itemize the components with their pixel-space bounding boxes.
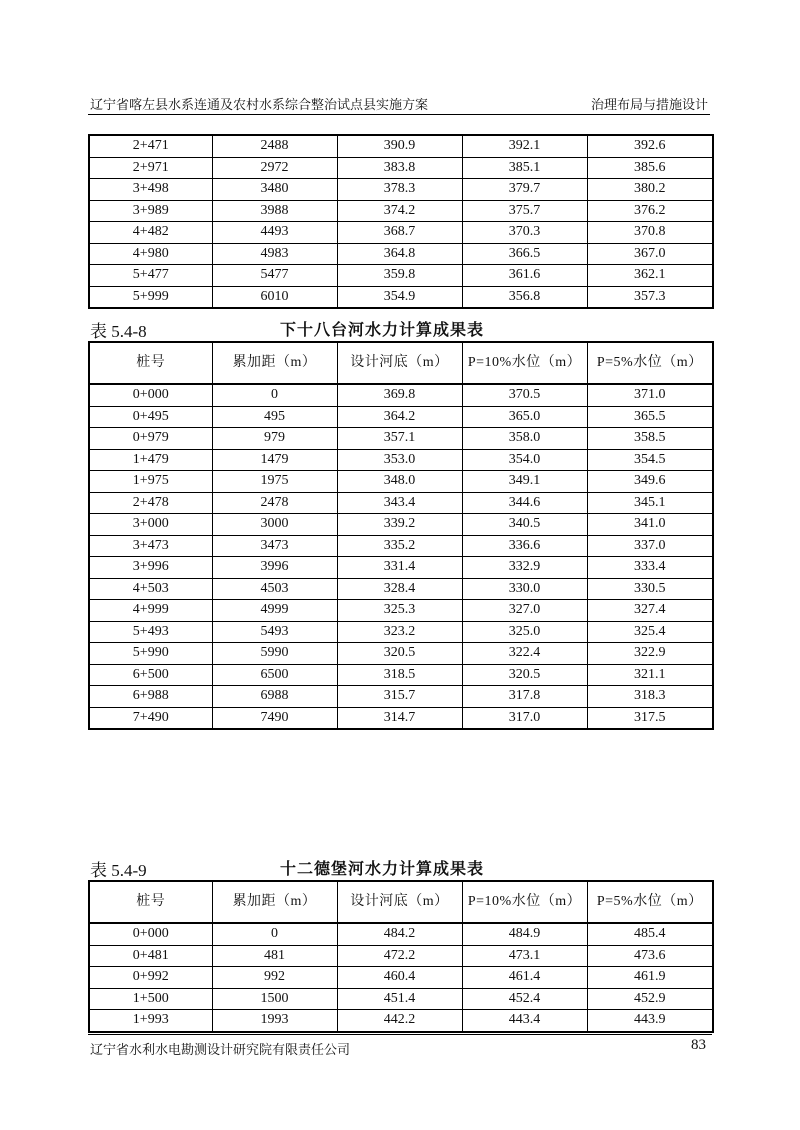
col-header-p10-level: P=10%水位（m） bbox=[462, 881, 587, 923]
cell-cumulative-distance: 2972 bbox=[212, 157, 337, 179]
cell-p5-level: 358.5 bbox=[587, 428, 713, 450]
cell-design-bed: 354.9 bbox=[337, 286, 462, 308]
cell-cumulative-distance: 4999 bbox=[212, 600, 337, 622]
cell-design-bed: 328.4 bbox=[337, 578, 462, 600]
cell-p10-level: 336.6 bbox=[462, 535, 587, 557]
page-footer bbox=[88, 1034, 712, 1055]
cell-p5-level: 333.4 bbox=[587, 557, 713, 579]
table-header-row bbox=[89, 881, 713, 923]
cell-p10-level: 354.0 bbox=[462, 449, 587, 471]
table-continued bbox=[88, 134, 714, 309]
cell-station: 4+980 bbox=[89, 243, 212, 265]
cell-cumulative-distance: 3996 bbox=[212, 557, 337, 579]
table-row bbox=[89, 707, 713, 729]
cell-p10-level: 370.5 bbox=[462, 384, 587, 406]
cell-cumulative-distance: 4983 bbox=[212, 243, 337, 265]
cell-design-bed: 460.4 bbox=[337, 967, 462, 989]
cell-p5-level: 370.8 bbox=[587, 222, 713, 244]
cell-cumulative-distance: 6500 bbox=[212, 664, 337, 686]
table-row bbox=[89, 535, 713, 557]
cell-p10-level: 330.0 bbox=[462, 578, 587, 600]
table-row bbox=[89, 428, 713, 450]
cell-p5-level: 317.5 bbox=[587, 707, 713, 729]
table-row bbox=[89, 514, 713, 536]
cell-cumulative-distance: 3988 bbox=[212, 200, 337, 222]
cell-station: 4+999 bbox=[89, 600, 212, 622]
table-row bbox=[89, 923, 713, 945]
cell-p5-level: 349.6 bbox=[587, 471, 713, 493]
col-header-cumulative-distance: 累加距（m） bbox=[212, 342, 337, 384]
table-row bbox=[89, 179, 713, 201]
cell-p10-level: 452.4 bbox=[462, 988, 587, 1010]
cell-p10-level: 385.1 bbox=[462, 157, 587, 179]
cell-station: 1+500 bbox=[89, 988, 212, 1010]
cell-p5-level: 392.6 bbox=[587, 135, 713, 157]
cell-design-bed: 390.9 bbox=[337, 135, 462, 157]
cell-cumulative-distance: 992 bbox=[212, 967, 337, 989]
cell-p10-level: 461.4 bbox=[462, 967, 587, 989]
table-row bbox=[89, 384, 713, 406]
cell-design-bed: 335.2 bbox=[337, 535, 462, 557]
page-number: 83 bbox=[691, 1037, 706, 1053]
cell-station: 3+996 bbox=[89, 557, 212, 579]
table-number: 表 5.4-9 bbox=[90, 861, 147, 880]
cell-station: 2+471 bbox=[89, 135, 212, 157]
table-5-4-8 bbox=[88, 341, 714, 730]
cell-station: 4+503 bbox=[89, 578, 212, 600]
cell-p10-level: 375.7 bbox=[462, 200, 587, 222]
cell-p5-level: 485.4 bbox=[587, 923, 713, 945]
table-row bbox=[89, 945, 713, 967]
cell-p10-level: 325.0 bbox=[462, 621, 587, 643]
cell-station: 3+498 bbox=[89, 179, 212, 201]
cell-station: 7+490 bbox=[89, 707, 212, 729]
header-chapter-title: 治理布局与措施设计 bbox=[590, 97, 708, 112]
cell-cumulative-distance: 1993 bbox=[212, 1010, 337, 1032]
cell-design-bed: 320.5 bbox=[337, 643, 462, 665]
table-title: 十二德堡河水力计算成果表 bbox=[280, 859, 485, 878]
cell-station: 1+479 bbox=[89, 449, 212, 471]
table-row bbox=[89, 471, 713, 493]
cell-p5-level: 330.5 bbox=[587, 578, 713, 600]
cell-p5-level: 357.3 bbox=[587, 286, 713, 308]
cell-p5-level: 337.0 bbox=[587, 535, 713, 557]
cell-cumulative-distance: 1975 bbox=[212, 471, 337, 493]
cell-cumulative-distance: 481 bbox=[212, 945, 337, 967]
cell-station: 0+000 bbox=[89, 923, 212, 945]
cell-p10-level: 366.5 bbox=[462, 243, 587, 265]
cell-design-bed: 374.2 bbox=[337, 200, 462, 222]
cell-station: 3+989 bbox=[89, 200, 212, 222]
cell-station: 1+975 bbox=[89, 471, 212, 493]
cell-station: 5+477 bbox=[89, 265, 212, 287]
table-row bbox=[89, 967, 713, 989]
cell-p10-level: 344.6 bbox=[462, 492, 587, 514]
cell-station: 5+999 bbox=[89, 286, 212, 308]
cell-design-bed: 315.7 bbox=[337, 686, 462, 708]
cell-design-bed: 484.2 bbox=[337, 923, 462, 945]
cell-station: 2+971 bbox=[89, 157, 212, 179]
cell-cumulative-distance: 4493 bbox=[212, 222, 337, 244]
cell-design-bed: 323.2 bbox=[337, 621, 462, 643]
cell-p10-level: 332.9 bbox=[462, 557, 587, 579]
cell-cumulative-distance: 5493 bbox=[212, 621, 337, 643]
col-header-design-bed: 设计河底（m） bbox=[337, 881, 462, 923]
table-row bbox=[89, 1010, 713, 1032]
cell-p5-level: 345.1 bbox=[587, 492, 713, 514]
cell-station: 3+000 bbox=[89, 514, 212, 536]
table-row bbox=[89, 686, 713, 708]
cell-design-bed: 364.2 bbox=[337, 406, 462, 428]
table-row bbox=[89, 621, 713, 643]
cell-cumulative-distance: 495 bbox=[212, 406, 337, 428]
cell-design-bed: 368.7 bbox=[337, 222, 462, 244]
cell-station: 0+495 bbox=[89, 406, 212, 428]
cell-p5-level: 385.6 bbox=[587, 157, 713, 179]
cell-design-bed: 442.2 bbox=[337, 1010, 462, 1032]
cell-p5-level: 354.5 bbox=[587, 449, 713, 471]
table-header-row bbox=[89, 342, 713, 384]
cell-p5-level: 376.2 bbox=[587, 200, 713, 222]
cell-p10-level: 322.4 bbox=[462, 643, 587, 665]
cell-design-bed: 339.2 bbox=[337, 514, 462, 536]
table-row bbox=[89, 135, 713, 157]
col-header-p5-level: P=5%水位（m） bbox=[587, 881, 713, 923]
cell-cumulative-distance: 4503 bbox=[212, 578, 337, 600]
cell-p10-level: 443.4 bbox=[462, 1010, 587, 1032]
cell-station: 4+482 bbox=[89, 222, 212, 244]
cell-design-bed: 314.7 bbox=[337, 707, 462, 729]
table-number: 表 5.4-8 bbox=[90, 322, 147, 341]
table-row bbox=[89, 449, 713, 471]
cell-p5-level: 327.4 bbox=[587, 600, 713, 622]
cell-p10-level: 392.1 bbox=[462, 135, 587, 157]
cell-p10-level: 349.1 bbox=[462, 471, 587, 493]
cell-cumulative-distance: 5477 bbox=[212, 265, 337, 287]
cell-p10-level: 327.0 bbox=[462, 600, 587, 622]
col-header-station: 桩号 bbox=[89, 342, 212, 384]
cell-p10-level: 320.5 bbox=[462, 664, 587, 686]
page-header bbox=[88, 92, 710, 115]
cell-p10-level: 358.0 bbox=[462, 428, 587, 450]
table-row bbox=[89, 578, 713, 600]
cell-station: 5+493 bbox=[89, 621, 212, 643]
cell-design-bed: 359.8 bbox=[337, 265, 462, 287]
cell-cumulative-distance: 1479 bbox=[212, 449, 337, 471]
cell-p10-level: 484.9 bbox=[462, 923, 587, 945]
cell-p5-level: 452.9 bbox=[587, 988, 713, 1010]
cell-p5-level: 365.5 bbox=[587, 406, 713, 428]
cell-station: 6+988 bbox=[89, 686, 212, 708]
table-row bbox=[89, 286, 713, 308]
cell-cumulative-distance: 6988 bbox=[212, 686, 337, 708]
cell-design-bed: 364.8 bbox=[337, 243, 462, 265]
cell-cumulative-distance: 7490 bbox=[212, 707, 337, 729]
cell-design-bed: 357.1 bbox=[337, 428, 462, 450]
cell-p5-level: 325.4 bbox=[587, 621, 713, 643]
cell-station: 0+979 bbox=[89, 428, 212, 450]
cell-cumulative-distance: 0 bbox=[212, 384, 337, 406]
cell-p5-level: 461.9 bbox=[587, 967, 713, 989]
cell-design-bed: 331.4 bbox=[337, 557, 462, 579]
cell-cumulative-distance: 6010 bbox=[212, 286, 337, 308]
table-row bbox=[89, 265, 713, 287]
cell-cumulative-distance: 5990 bbox=[212, 643, 337, 665]
cell-p10-level: 370.3 bbox=[462, 222, 587, 244]
cell-p10-level: 340.5 bbox=[462, 514, 587, 536]
cell-design-bed: 378.3 bbox=[337, 179, 462, 201]
cell-cumulative-distance: 2478 bbox=[212, 492, 337, 514]
table-5-4-9 bbox=[88, 880, 714, 1033]
table-row bbox=[89, 557, 713, 579]
table-row bbox=[89, 200, 713, 222]
footer-organization: 辽宁省水利水电勘测设计研究院有限责任公司 bbox=[90, 1042, 351, 1057]
table-row bbox=[89, 222, 713, 244]
cell-cumulative-distance: 3000 bbox=[212, 514, 337, 536]
cell-p10-level: 317.8 bbox=[462, 686, 587, 708]
col-header-p10-level: P=10%水位（m） bbox=[462, 342, 587, 384]
cell-design-bed: 325.3 bbox=[337, 600, 462, 622]
table-row bbox=[89, 492, 713, 514]
cell-station: 5+990 bbox=[89, 643, 212, 665]
col-header-p5-level: P=5%水位（m） bbox=[587, 342, 713, 384]
cell-design-bed: 472.2 bbox=[337, 945, 462, 967]
cell-p5-level: 380.2 bbox=[587, 179, 713, 201]
cell-p10-level: 365.0 bbox=[462, 406, 587, 428]
cell-p5-level: 362.1 bbox=[587, 265, 713, 287]
cell-p5-level: 371.0 bbox=[587, 384, 713, 406]
cell-p5-level: 473.6 bbox=[587, 945, 713, 967]
cell-p5-level: 443.9 bbox=[587, 1010, 713, 1032]
cell-design-bed: 343.4 bbox=[337, 492, 462, 514]
table-title: 下十八台河水力计算成果表 bbox=[280, 320, 485, 339]
cell-p10-level: 356.8 bbox=[462, 286, 587, 308]
table-row bbox=[89, 988, 713, 1010]
cell-design-bed: 348.0 bbox=[337, 471, 462, 493]
header-document-title: 辽宁省喀左县水系连通及农村水系综合整治试点县实施方案 bbox=[90, 97, 429, 112]
table-row bbox=[89, 243, 713, 265]
cell-design-bed: 318.5 bbox=[337, 664, 462, 686]
table-row bbox=[89, 157, 713, 179]
cell-p10-level: 473.1 bbox=[462, 945, 587, 967]
cell-p10-level: 379.7 bbox=[462, 179, 587, 201]
cell-station: 3+473 bbox=[89, 535, 212, 557]
cell-p5-level: 341.0 bbox=[587, 514, 713, 536]
cell-cumulative-distance: 1500 bbox=[212, 988, 337, 1010]
cell-station: 1+993 bbox=[89, 1010, 212, 1032]
cell-cumulative-distance: 3473 bbox=[212, 535, 337, 557]
cell-p5-level: 322.9 bbox=[587, 643, 713, 665]
cell-p10-level: 317.0 bbox=[462, 707, 587, 729]
cell-station: 0+992 bbox=[89, 967, 212, 989]
cell-p5-level: 318.3 bbox=[587, 686, 713, 708]
cell-design-bed: 353.0 bbox=[337, 449, 462, 471]
cell-p5-level: 367.0 bbox=[587, 243, 713, 265]
cell-station: 0+000 bbox=[89, 384, 212, 406]
cell-p5-level: 321.1 bbox=[587, 664, 713, 686]
cell-cumulative-distance: 2488 bbox=[212, 135, 337, 157]
table-row bbox=[89, 600, 713, 622]
cell-p10-level: 361.6 bbox=[462, 265, 587, 287]
col-header-design-bed: 设计河底（m） bbox=[337, 342, 462, 384]
cell-station: 0+481 bbox=[89, 945, 212, 967]
cell-station: 6+500 bbox=[89, 664, 212, 686]
cell-cumulative-distance: 979 bbox=[212, 428, 337, 450]
col-header-cumulative-distance: 累加距（m） bbox=[212, 881, 337, 923]
table-row bbox=[89, 643, 713, 665]
cell-design-bed: 369.8 bbox=[337, 384, 462, 406]
table-row bbox=[89, 664, 713, 686]
cell-station: 2+478 bbox=[89, 492, 212, 514]
cell-cumulative-distance: 3480 bbox=[212, 179, 337, 201]
table-row bbox=[89, 406, 713, 428]
cell-cumulative-distance: 0 bbox=[212, 923, 337, 945]
cell-design-bed: 383.8 bbox=[337, 157, 462, 179]
cell-design-bed: 451.4 bbox=[337, 988, 462, 1010]
col-header-station: 桩号 bbox=[89, 881, 212, 923]
